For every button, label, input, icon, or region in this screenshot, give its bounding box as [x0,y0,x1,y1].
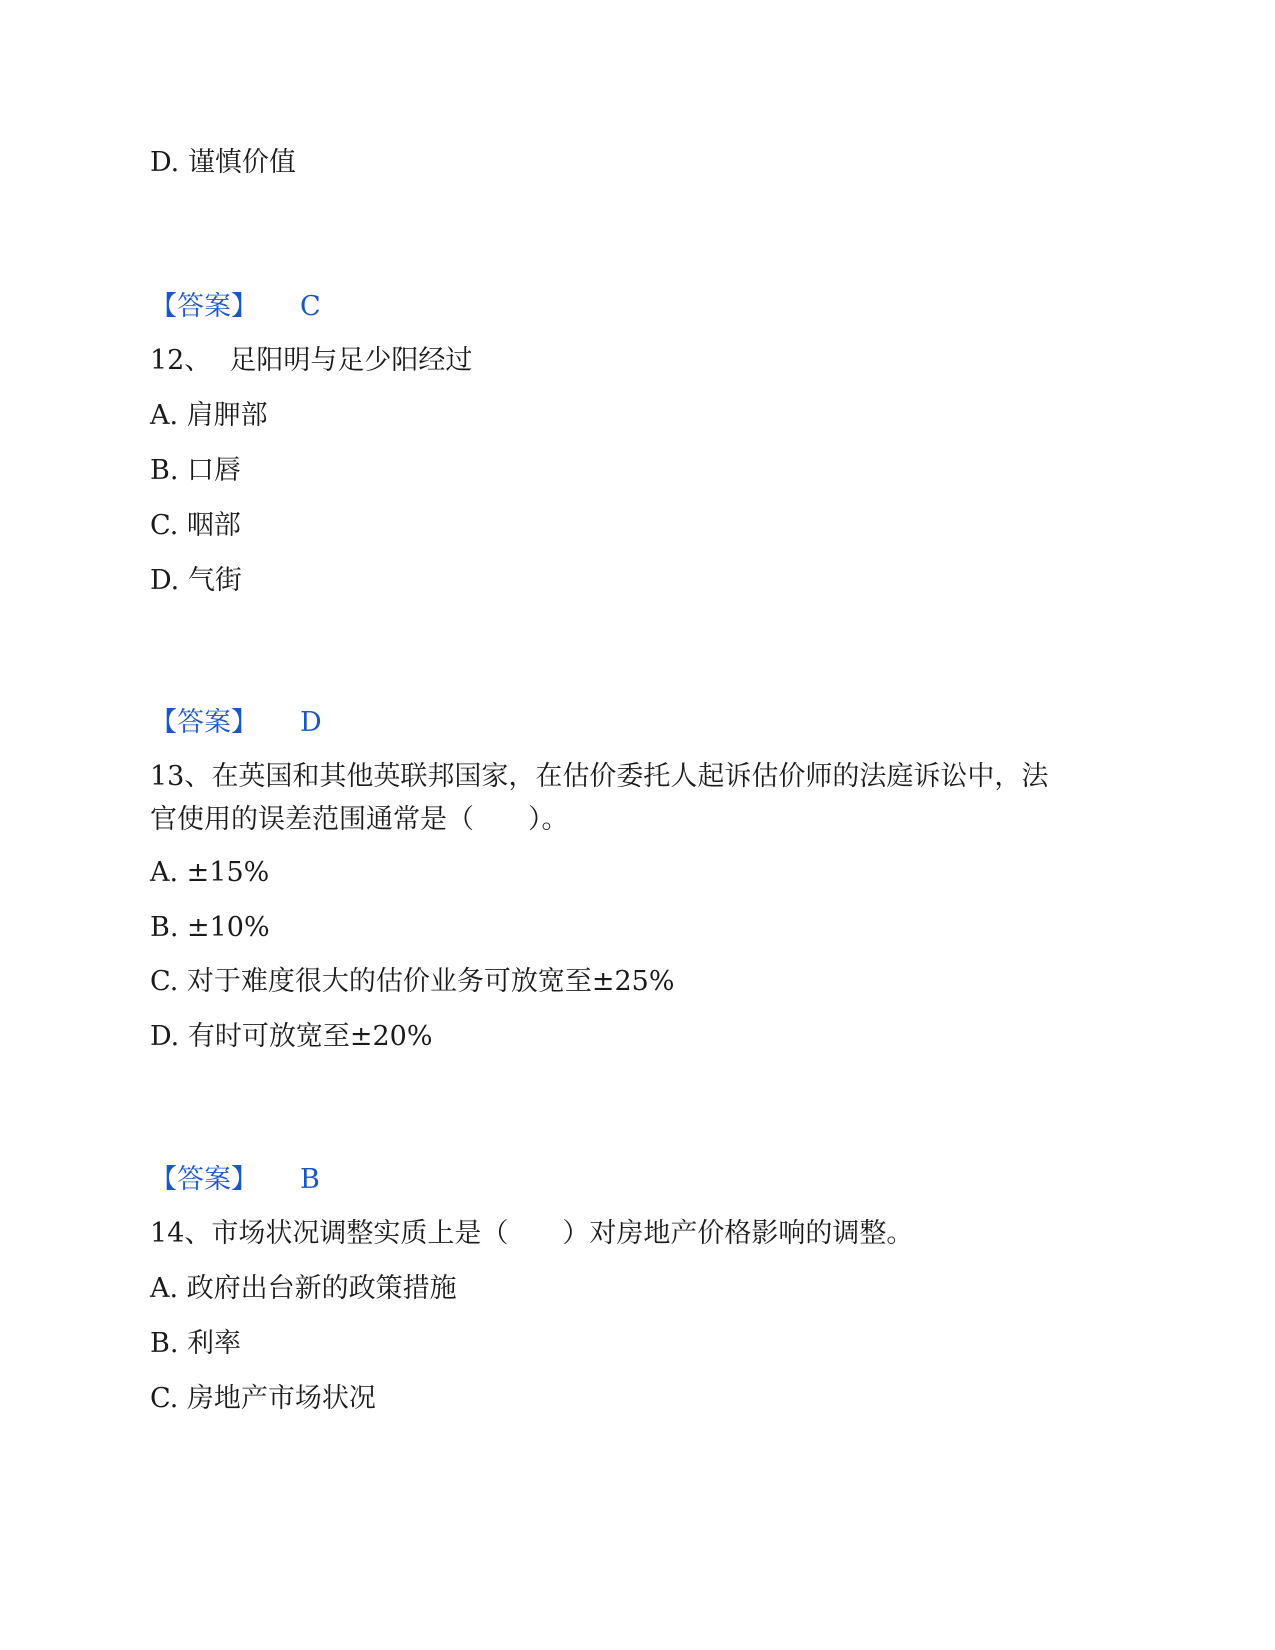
q14-stem: 14、市场状况调整实质上是（ ）对房地产价格影响的调整。 [150,1218,914,1249]
q12-answer-value: D [300,707,322,738]
q12-number: 12、 [150,345,212,376]
q13-option-c: C. 对于难度很大的估价业务可放宽至±25% [150,966,675,997]
q12-option-d: D. 气街 [150,565,242,596]
q13-answer-tag: 【答案】 [150,1164,258,1195]
q14-option-b: B. 利率 [150,1328,242,1359]
q13-stem-line1: 13、在英国和其他英联邦国家，在估价委托人起诉估价师的法庭诉讼中，法 [150,761,1049,792]
q13-option-a: A. ±15% [150,857,270,888]
q11-option-d: D. 谨慎价值 [150,147,296,178]
q11-answer [150,290,321,324]
q12-answer-tag: 【答案】 [150,707,258,738]
q12-option-c: C. 咽部 [150,510,241,541]
q11-answer-tag: 【答案】 [150,291,258,322]
q12-stem-line [150,344,472,378]
q12-option-b: B. 口唇 [150,455,242,486]
q13-answer-value: B [300,1164,320,1195]
q12-option-a: A. 肩胛部 [150,400,268,431]
q11-answer-value: C [300,291,321,322]
q14-option-c: C. 房地产市场状况 [150,1383,376,1414]
q14-option-a: A. 政府出台新的政策措施 [150,1273,457,1304]
q13-stem-line2: 官使用的误差范围通常是（ ）。 [150,804,569,835]
q12-stem: 足阳明与足少阳经过 [229,345,473,376]
q13-answer [150,1163,320,1197]
q13-option-b: B. ±10% [150,912,270,943]
q13-option-d: D. 有时可放宽至±20% [150,1021,433,1052]
q12-answer [150,706,322,740]
